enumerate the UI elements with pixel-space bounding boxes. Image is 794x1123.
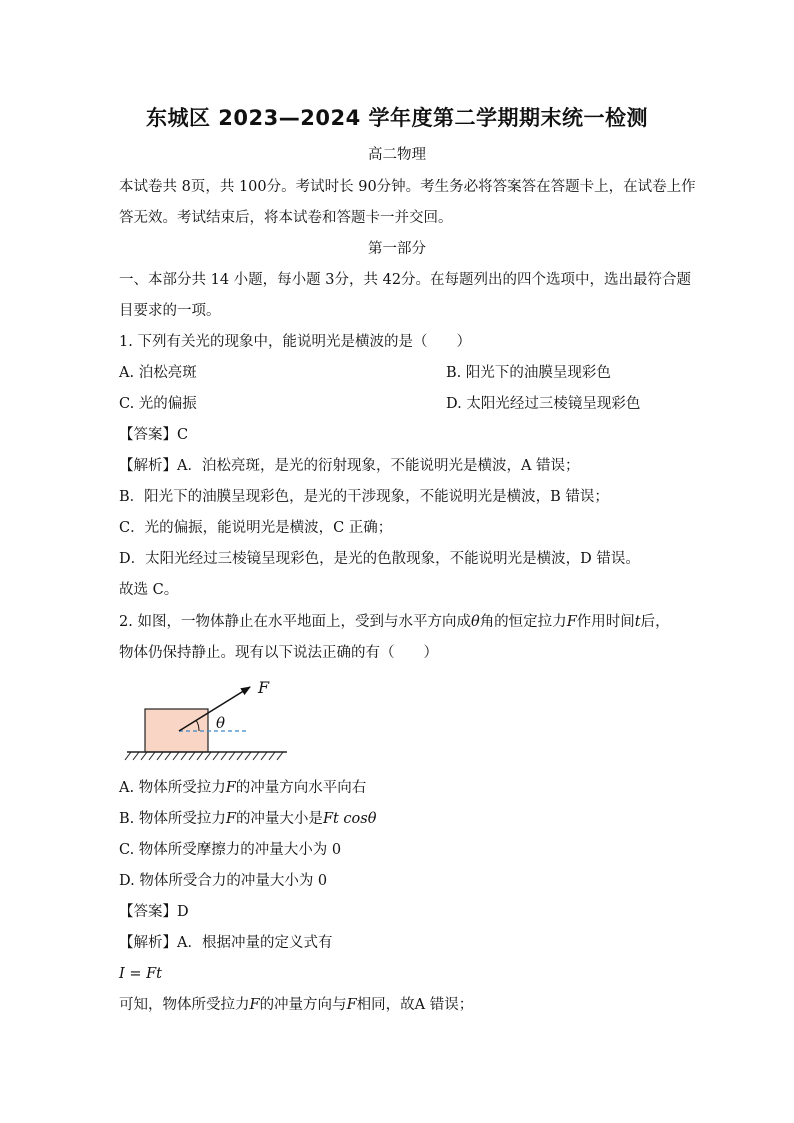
q2-option-a-pre: A. 物体所受拉力 [119,780,226,796]
q1-analysis-line-2: B．阳光下的油膜呈现彩色，是光的干涉现象，不能说明光是横波，B 错误； [119,489,609,505]
section-intro-line-2: 目要求的一项。 [119,303,221,319]
q1-analysis-line-3: C．光的偏振，能说明光是横波，C 正确； [119,520,393,536]
impulse-expression: Ft cosθ [322,811,377,827]
q2-option-a-post: 的冲量方向水平向右 [235,780,367,796]
q1-analysis-line-4: D．太阳光经过三棱镜呈现彩色，是光的色散现象，不能说明光是横波，D 错误。 [119,551,640,567]
q2-stem-text-3: 作用时间 [576,614,635,630]
q2-analysis-line-1: 【解析】A．根据冲量的定义式有 [119,935,333,951]
instructions-line-2: 答无效。考试结束后，将本试卷和答题卡一并交回。 [119,210,453,226]
q1-conclusion: 故选 C。 [119,582,179,598]
force-symbol: F [225,811,236,827]
force-symbol: F [346,997,357,1013]
q2-stem-line-2: 物体仍保持静止。现有以下说法正确的有（ ） [119,645,438,661]
force-label: F [258,678,270,697]
q2-answer: 【答案】D [119,904,189,920]
q1-option-c: C. 光的偏振 [119,396,197,412]
q2-option-b-mid: 的冲量大小是 [235,811,323,827]
subject-heading: 高二物理 [368,147,426,163]
q2-option-c: C. 物体所受摩擦力的冲量大小为 0 [119,842,342,858]
ground-hatching [125,752,283,760]
q1-option-b: B. 阳光下的油膜呈现彩色 [446,365,611,381]
page-title: 东城区 2023—2024 学年度第二学期期末统一检测 [145,106,648,130]
q2-option-a [119,778,679,798]
q1-analysis-line-1: 【解析】A．泊松亮斑，是光的衍射现象，不能说明光是横波，A 错误； [119,458,580,474]
q2-option-d: D. 物体所受合力的冲量大小为 0 [119,873,328,889]
q2-analysis-pre: 可知，物体所受拉力 [119,997,250,1013]
q2-stem-text-4: 后， [640,614,670,630]
q1-option-d: D. 太阳光经过三棱镜呈现彩色 [446,396,641,412]
force-symbol: F [225,780,236,796]
impulse-formula: I = Ft [119,966,162,982]
q2-option-b [119,809,679,829]
force-symbol: F [249,997,260,1013]
q2-analysis-line-2 [119,995,679,1015]
q1-stem: 1. 下列有关光的现象中，能说明光是横波的是（ ） [119,334,471,350]
q1-option-a: A. 泊松亮斑 [119,365,197,381]
section-intro-line-1: 一、本部分共 14 小题，每小题 3分，共 42分。在每题列出的四个选项中，选出最符合题 [119,272,692,288]
part-heading: 第一部分 [368,241,426,257]
q2-stem-line-1 [119,612,679,632]
instructions-line-1: 本试卷共 8页，共 100分。考试时长 90分钟。考生务必将答案答在答题卡上，在试卷上作 [119,179,696,195]
theta-symbol: θ [470,614,480,630]
q1-answer: 【答案】C [119,427,189,443]
q2-analysis-mid: 的冲量方向与 [259,997,347,1013]
force-diagram [119,676,294,768]
q2-stem-text-2: 角的恒定拉力 [479,614,567,630]
q2-analysis-post: 相同，故A 错误； [356,997,474,1013]
angle-label: θ [216,714,226,732]
q2-stem-text-1: 2. 如图，一物体静止在水平地面上，受到与水平方向成 [119,614,471,630]
force-symbol: F [566,614,577,630]
q2-option-b-pre: B. 物体所受拉力 [119,811,226,827]
time-symbol: t [634,614,641,630]
